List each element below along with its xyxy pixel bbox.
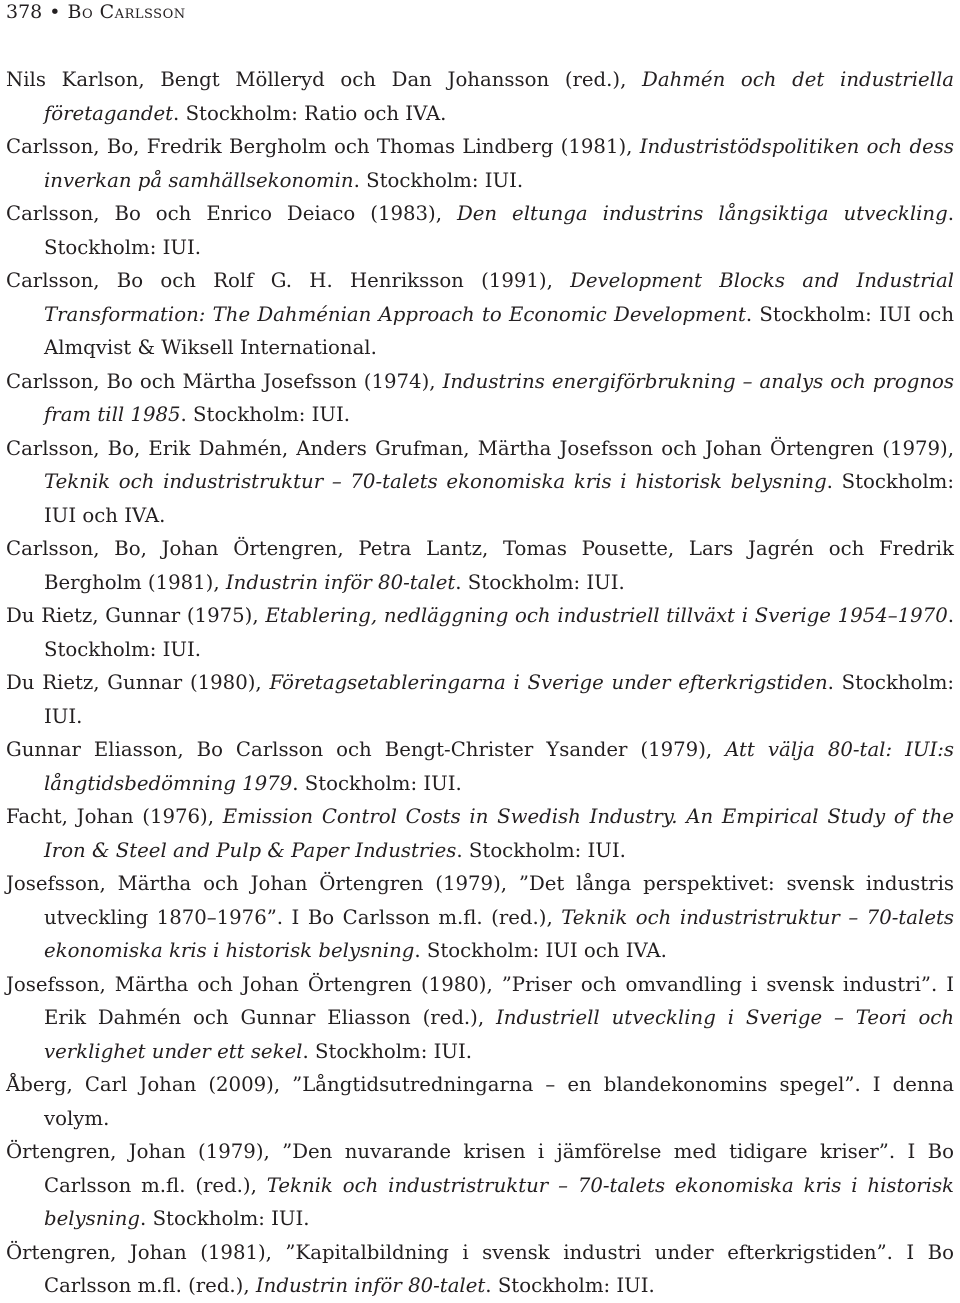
reference-entry [6,532,954,599]
reference-text: . Stockholm: Ratio och IVA. [173,101,447,125]
reference-entry [6,1068,954,1135]
reference-text: . Stockholm: IUI. [180,403,351,426]
reference-text: . Stockholm: IUI. [44,202,954,259]
reference-title: Industriell utveckling i Sverige – Teori och verklighet under ett sekel [44,1006,954,1063]
reference-entry [6,733,954,800]
reference-title: Industristödspolitiken och dess inverkan på samhällsekonomin [44,135,954,192]
reference-entry [6,1236,954,1303]
reference-title: Industrin inför 80-talet [255,1274,486,1297]
reference-title: Emission Control Costs in Swedish Industry. An Empirical Study of the Iron & Steel and Pulp & Paper Industries [44,805,954,862]
reference-title: Etablering, nedläggning och industriell tillväxt i Sverige 1954–1970 [265,604,948,627]
reference-entry [6,1135,954,1236]
reference-text: . Stockholm: IUI. [485,1274,655,1297]
reference-text: Du Rietz, Gunnar (1975), [6,604,266,627]
reference-title: Teknik och industristruktur – 70-talets ekonomiska kris i historisk belysning [44,470,827,493]
reference-entry [6,867,954,968]
reference-entry [6,365,954,432]
reference-text: . Stockholm: IUI. [44,671,955,728]
reference-text: Josefsson, Märtha och Johan Örtengren (1980), ”Priser och omvandling i svensk industri”. I Erik Dahmén och Gunnar Eliasson (red.), [6,972,954,1029]
running-title: Bo Carlsson [67,1,186,23]
reference-text: Örtengren, Johan (1981), ”Kapitalbildning i svensk industri under efterkrigstiden”. I Bo Carlsson m.fl. (red.), [6,1240,954,1297]
reference-entry [6,130,954,197]
reference-entry [6,800,954,867]
reference-text: Carlsson, Bo och Märtha Josefsson (1974), [6,369,443,393]
reference-text: Carlsson, Bo och Rolf G. H. Henriksson (1991), [6,269,571,292]
reference-text: Facht, Johan (1976), [6,805,223,828]
reference-title: Teknik och industristruktur – 70-talets ekonomiska kris i historisk belysning [44,905,954,962]
reference-text: . Stockholm: IUI och IVA. [414,939,667,962]
reference-title: Dahmén och det industriella företagandet [44,68,954,125]
reference-entry [6,63,954,130]
reference-title: Företagsetableringarna i Sverige under efterkrigstiden [269,671,828,694]
reference-entry [6,432,954,533]
page-number: 378 [6,1,43,23]
reference-text: Du Rietz, Gunnar (1980), [6,671,270,694]
reference-title: Teknik och industristruktur – 70-talets ekonomiska kris i historisk belysning [44,1173,954,1230]
reference-text: Josefsson, Märtha och Johan Örtengren (1979), ”Det långa perspektivet: svensk industris utveckling 1870–1976”. I Bo Carlsson m.fl. (red.), [6,872,954,929]
reference-entry [6,666,954,733]
reference-title: Industrins energiförbrukning – analys och prognos fram till 1985 [44,369,954,426]
reference-title: Development Blocks and Industrial Transformation: The Dahménian Approach to Economic Development [44,269,954,326]
reference-text: Örtengren, Johan (1979), ”Den nuvarande krisen i jämförelse med tidigare kriser”. I Bo Carlsson m.fl. (red.), [6,1140,954,1197]
reference-title: Industrin inför 80-talet [225,570,456,594]
reference-entry [6,599,954,666]
reference-text: . Stockholm: IUI. [353,168,524,192]
reference-text: Åberg, Carl Johan (2009), ”Långtidsutredningarna – en blandekonomins spegel”. I denna volym. [6,1073,954,1130]
reference-text: Nils Karlson, Bengt Mölleryd och Dan Johansson (red.), [6,68,643,91]
reference-title: Den eltunga industrins långsiktiga utveckling [456,202,948,225]
reference-text: . Stockholm: IUI. [456,838,626,862]
reference-text: . Stockholm: IUI. [302,1039,472,1063]
reference-text: Carlsson, Bo, Fredrik Bergholm och Thomas Lindberg (1981), [6,135,640,158]
running-header [6,0,186,24]
reference-text: Gunnar Eliasson, Bo Carlsson och Bengt-Christer Ysander (1979), [6,738,726,761]
reference-entry [6,264,954,365]
reference-text: . Stockholm: IUI. [292,771,462,795]
reference-entry [6,197,954,264]
reference-text: . Stockholm: IUI. [140,1207,310,1230]
reference-text: . Stockholm: IUI och Almqvist & Wiksell International. [44,302,955,359]
reference-text: . Stockholm: IUI och IVA. [44,470,954,527]
reference-text: Carlsson, Bo, Erik Dahmén, Anders Grufman, Märtha Josefsson och Johan Örtengren (1979), [6,436,954,460]
reference-entry [6,968,954,1069]
header-separator: • [49,1,61,23]
reference-text: . Stockholm: IUI. [455,570,625,594]
reference-title: Att välja 80-tal: IUI:s långtidsbedömning 1979 [44,738,954,795]
reference-text: Carlsson, Bo och Enrico Deiaco (1983), [6,202,457,225]
reference-text: Carlsson, Bo, Johan Örtengren, Petra Lantz, Tomas Pousette, Lars Jagrén och Fredrik Bergholm (1981), [6,537,954,594]
reference-text: . Stockholm: IUI. [44,604,954,661]
reference-list [6,63,954,1303]
